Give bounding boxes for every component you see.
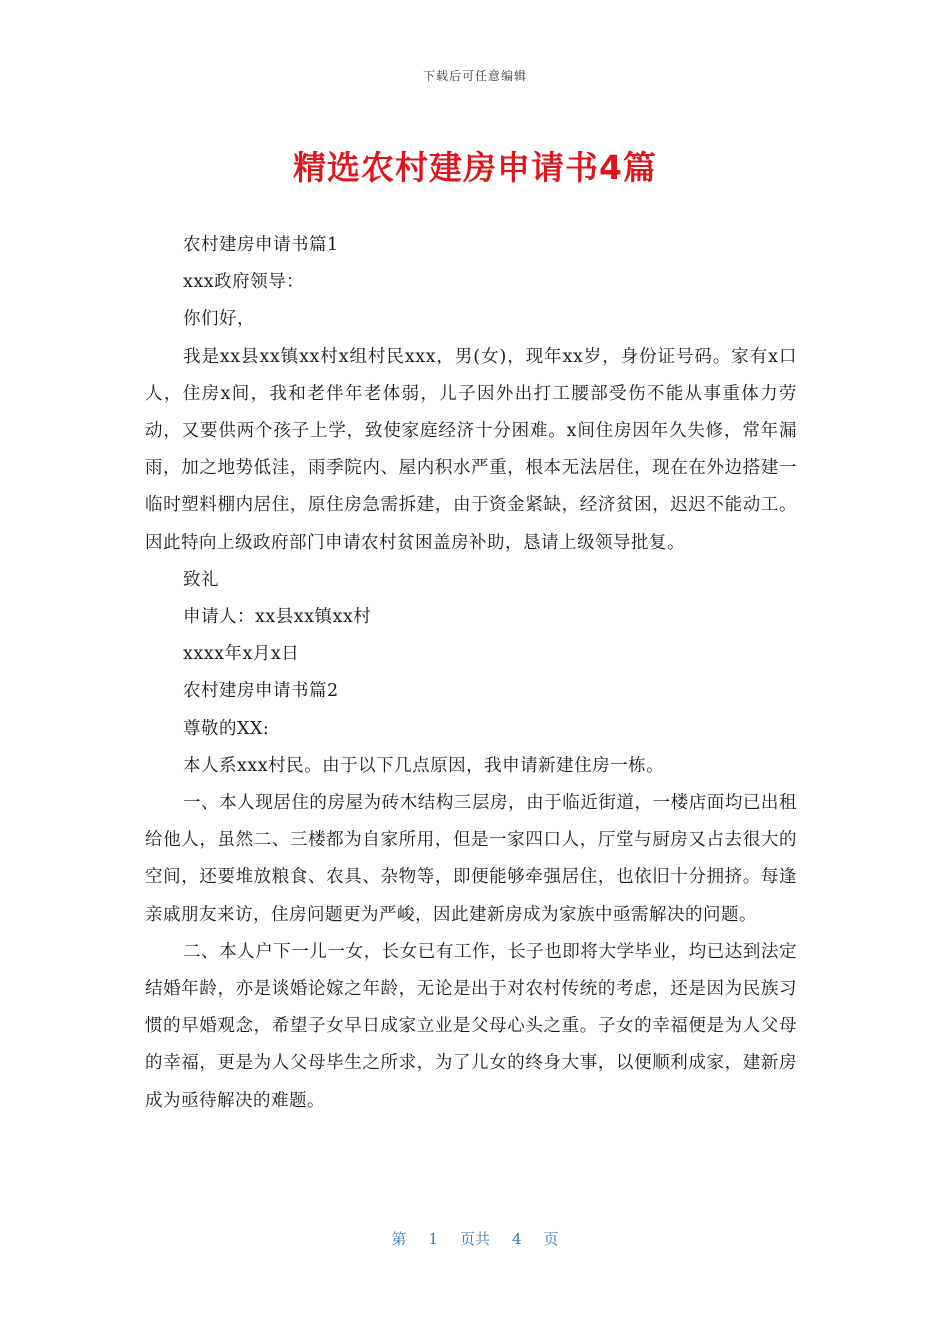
page-footer bbox=[0, 1228, 950, 1249]
footer-page-current: 1 bbox=[428, 1230, 438, 1248]
greeting: 你们好， bbox=[183, 309, 255, 330]
applicant-line: 申请人：xx县xx镇xx村 bbox=[183, 607, 372, 628]
section-heading-1: 农村建房申请书篇1 bbox=[183, 235, 339, 255]
footer-page-total: 4 bbox=[512, 1230, 522, 1248]
document-body bbox=[145, 227, 797, 1120]
closing: 致礼 bbox=[183, 569, 219, 590]
footer-page-end: 页 bbox=[543, 1230, 559, 1248]
intro-paragraph: 本人系xxx村民。由于以下几点原因，我申请新建住房一栋。 bbox=[183, 755, 665, 776]
body-paragraph: 我是xx县xx镇xx村x组村民xxx，男(女)，现年xx岁，身份证号码。家有x口人，住房x间，我和老伴年老体弱，儿子因外出打工腰部受伤不能从事重体力劳动，又要供两个孩子上学，致使家庭经济十分困难。x间住房因年久失修，常年漏雨，加之地势低洼，雨季院内、屋内积水严重，根本无法居住，现在在外边搭建一临时塑料棚内居住，原住房急需拆建，由于资金紧缺，经济贫困，迟迟不能动工。因此特向上级政府部门申请农村贫困盖房补助，恳请上级领导批复。 bbox=[145, 346, 797, 553]
body-paragraph: 一、本人现居住的房屋为砖木结构三层房，由于临近街道，一楼店面均已出租给他人，虽然二、三楼都为自家所用，但是一家四口人，厅堂与厨房又占去很大的空间，还要堆放粮食、农具、杂物等，即便能够牵强居住，也依旧十分拥挤。每逢亲戚朋友来访，住房问题更为严峻，因此建新房成为家族中亟需解决的问题。 bbox=[145, 793, 797, 925]
footer-page-label: 第 bbox=[391, 1230, 407, 1248]
document-title: 精选农村建房申请书4篇 bbox=[293, 148, 657, 187]
body-paragraph: 二、本人户下一儿一女，长女已有工作，长子也即将大学毕业，均已达到法定结婚年龄，亦是谈婚论嫁之年龄，无论是出于对农村传统的考虑，还是因为民族习惯的早婚观念，希望子女早日成家立业是父母心头之重。子女的幸福便是为人父母的幸福，更是为人父母毕生之所求，为了儿女的终身大事，以便顺利成家，建新房成为亟待解决的难题。 bbox=[145, 941, 797, 1111]
footer-page-mid: 页共 bbox=[459, 1230, 490, 1248]
salutation-2: 尊敬的XX: bbox=[183, 718, 270, 739]
date-line: xxxx年x月x日 bbox=[183, 644, 300, 665]
salutation: xxx政府领导： bbox=[183, 272, 305, 293]
section-heading-2: 农村建房申请书篇2 bbox=[183, 681, 339, 702]
header-note: 下载后可任意编辑 bbox=[422, 69, 527, 83]
